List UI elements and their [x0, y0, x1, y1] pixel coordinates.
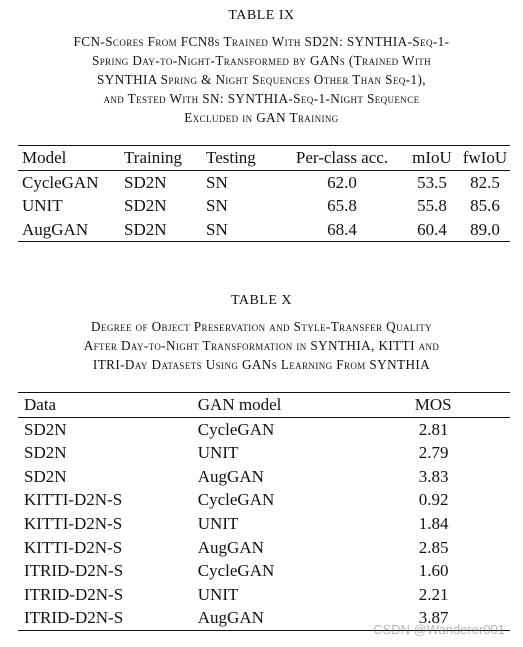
table-cell: SN [206, 219, 228, 239]
table-cell: SD2N [124, 172, 167, 192]
table-cell: 1.60 [418, 561, 449, 581]
table-cell: ITRID-D2N-S [24, 561, 124, 581]
table-cell: 53.5 [417, 172, 447, 192]
table-cell: KITTI-D2N-S [24, 537, 123, 557]
watermark: CSDN @Wanderer001 [373, 622, 505, 637]
table-row [18, 417, 510, 441]
table-cell: 55.8 [417, 196, 447, 216]
caption-line: Excluded in GAN Training [184, 110, 339, 125]
table-row [18, 488, 510, 512]
table-cell: UNIT [197, 513, 239, 533]
table-9-caption [14, 32, 509, 127]
table-row [18, 218, 510, 242]
table-cell: UNIT [197, 584, 239, 604]
column-header: mIoU [412, 148, 452, 167]
column-header: Per-class acc. [295, 148, 389, 167]
table-cell: 3.87 [418, 608, 449, 628]
table-cell: SN [206, 196, 228, 216]
caption-line: SYNTHIA Spring & Night Sequences Other Than Seq-1), [97, 72, 426, 87]
table-cell: AugGAN [197, 608, 264, 628]
caption-line: Spring Day-to-Night-Transformed by GANs (Trained With [91, 53, 432, 68]
table-row [18, 170, 510, 194]
table-cell: 82.5 [470, 172, 500, 192]
table-cell: SD2N [124, 219, 167, 239]
table-10 [18, 392, 510, 631]
table-cell: AugGAN [22, 219, 89, 239]
table-cell: CycleGAN [197, 490, 275, 510]
table-cell: SN [206, 172, 228, 192]
caption-line: and Tested With SN: SYNTHIA-Seq-1-Night Sequence [103, 91, 420, 106]
column-header: Testing [206, 148, 256, 167]
table-cell: SD2N [24, 443, 67, 463]
table-row [18, 559, 510, 583]
table-9 [18, 145, 510, 242]
table-cell: 2.21 [418, 584, 449, 604]
table-cell: 2.81 [418, 419, 449, 439]
table-cell: 68.4 [327, 219, 357, 239]
column-header: Training [124, 148, 182, 167]
table-cell: 2.85 [418, 537, 449, 557]
column-header: fwIoU [462, 148, 508, 167]
table-cell: KITTI-D2N-S [24, 513, 123, 533]
table-cell: 0.92 [418, 490, 449, 510]
table-cell: CycleGAN [22, 172, 99, 192]
table-cell: CycleGAN [197, 561, 275, 581]
table-10-label: TABLE X [230, 293, 293, 308]
table-cell: AugGAN [197, 466, 264, 486]
table-cell: SD2N [124, 196, 167, 216]
table-cell: ITRID-D2N-S [24, 608, 124, 628]
table-header-row [18, 393, 510, 418]
table-cell: 65.8 [327, 196, 357, 216]
table-10-caption [14, 317, 509, 374]
table-header-row [18, 146, 510, 171]
table-cell: AugGAN [197, 537, 264, 557]
column-header: MOS [414, 395, 452, 414]
table-cell: 89.0 [470, 219, 500, 239]
table-row [18, 512, 510, 536]
caption-line: After Day-to-Night Transformation in SYNTHIA, KITTI and [83, 338, 440, 353]
table-cell: SD2N [24, 466, 67, 486]
table-cell: 3.83 [418, 466, 449, 486]
table-cell: 62.0 [327, 172, 357, 192]
table-cell: KITTI-D2N-S [24, 490, 123, 510]
table-row [18, 465, 510, 489]
table-cell: ITRID-D2N-S [24, 584, 124, 604]
table-cell: 60.4 [417, 219, 447, 239]
table-cell: 2.79 [418, 443, 449, 463]
table-cell: 85.6 [470, 196, 500, 216]
table-cell: 1.84 [418, 513, 449, 533]
table-cell: SD2N [24, 419, 67, 439]
table-row [18, 441, 510, 465]
table-cell: UNIT [197, 443, 239, 463]
caption-line: Degree of Object Preservation and Style-Transfer Quality [91, 319, 432, 334]
column-header: GAN model [197, 395, 282, 414]
table-row [18, 583, 510, 607]
column-header: Model [22, 148, 67, 167]
table-10-body [18, 417, 510, 630]
column-header: Data [24, 395, 57, 414]
caption-line: ITRI-Day Datasets Using GANs Learning From SYNTHIA [92, 357, 431, 372]
table-row [18, 536, 510, 560]
table-row [18, 194, 510, 218]
table-cell: CycleGAN [197, 419, 275, 439]
caption-line: FCN-Scores From FCN8s Trained With SD2N: SYNTHIA-Seq-1- [73, 34, 450, 49]
table-cell: UNIT [22, 196, 63, 216]
table-9-label: TABLE IX [228, 8, 295, 23]
